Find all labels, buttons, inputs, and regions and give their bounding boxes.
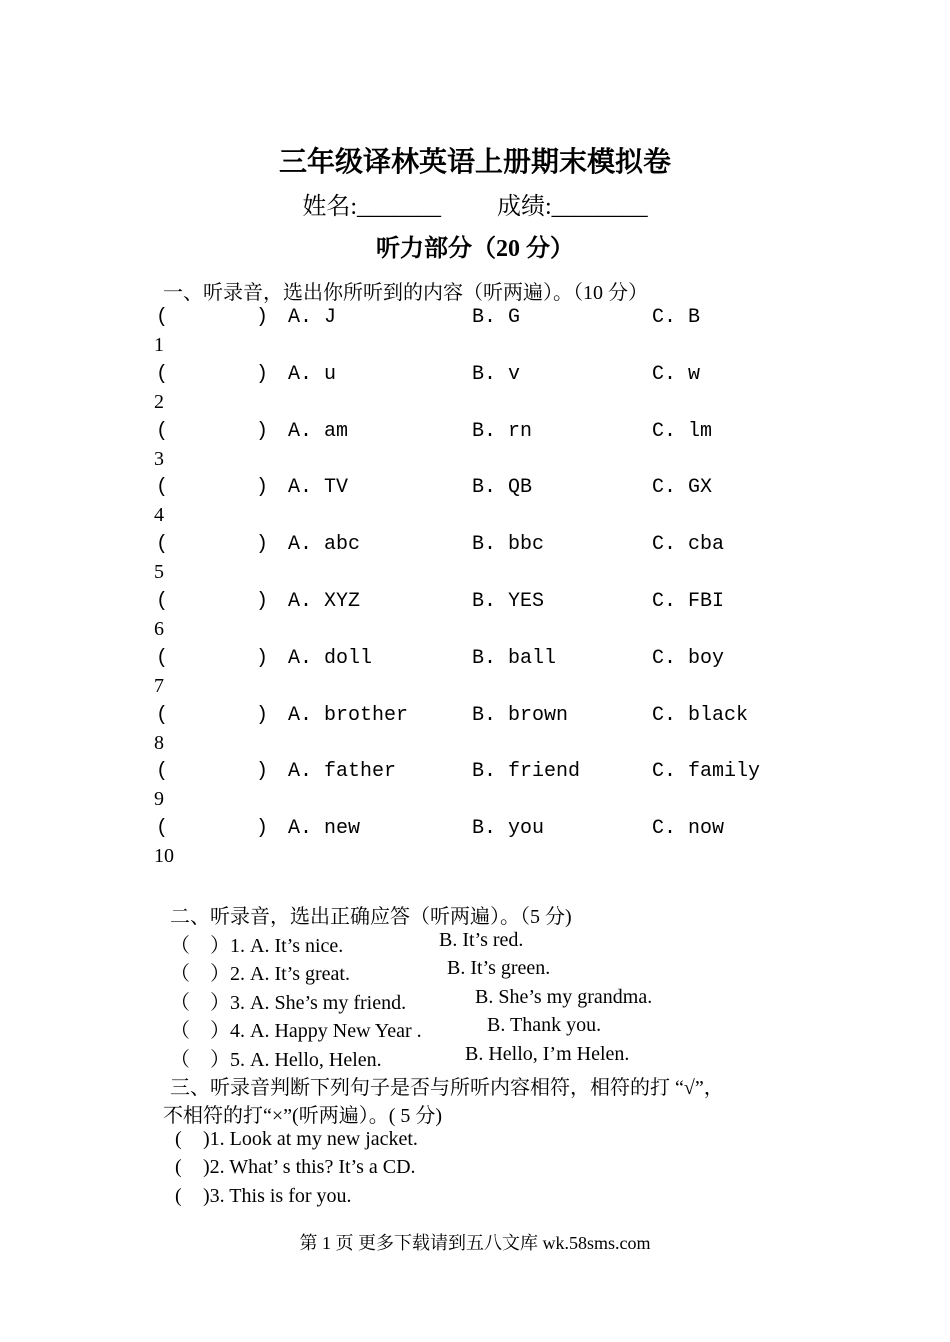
question-number: 5 bbox=[154, 561, 164, 584]
question-number: 2 bbox=[154, 390, 164, 413]
option-b: B. YES bbox=[472, 590, 545, 613]
question-with-option-a: （ ）2. A. It’s great. bbox=[170, 963, 350, 986]
option-c: C. boy bbox=[652, 646, 725, 670]
question-number: 9 bbox=[154, 788, 164, 811]
answer-paren-close: ) bbox=[256, 533, 269, 557]
question-number: 10 bbox=[154, 845, 174, 868]
option-c: C. lm bbox=[652, 419, 713, 443]
option-a: A. u bbox=[288, 362, 337, 386]
answer-paren-open[interactable]: ( bbox=[175, 1184, 182, 1207]
answer-paren-close: ) bbox=[256, 760, 269, 784]
option-c: C. black bbox=[652, 703, 749, 727]
option-a: A. new bbox=[288, 817, 361, 841]
option-b: B. ball bbox=[472, 646, 557, 670]
answer-paren-open[interactable]: ( bbox=[156, 362, 169, 386]
option-c: C. family bbox=[652, 760, 761, 784]
question-with-option-a: （ ）3. A. She’s my friend. bbox=[170, 991, 407, 1014]
part2-heading: 二、听录音，选出正确应答（听两遍）。（5 分) bbox=[170, 906, 572, 928]
option-b: B. G bbox=[472, 306, 521, 329]
answer-paren-open[interactable]: ( bbox=[156, 760, 169, 784]
answer-paren-close: ) bbox=[256, 419, 269, 443]
name-field[interactable]: 姓名:_______ bbox=[302, 194, 441, 220]
option-b: B. you bbox=[472, 817, 545, 841]
question-number: 6 bbox=[154, 618, 164, 640]
option-b: B. QB bbox=[472, 476, 533, 500]
page-footer: 第 1 页 更多下载请到五八文库 wk.58sms.com bbox=[299, 1233, 651, 1253]
statement-text: )2. What’ s this? It’s a CD. bbox=[203, 1156, 416, 1179]
option-b: B. Hello, I’m Helen. bbox=[465, 1042, 630, 1065]
option-b: B. bbc bbox=[472, 533, 545, 557]
option-a: A. doll bbox=[288, 646, 373, 670]
answer-paren-close: ) bbox=[256, 817, 269, 841]
question-with-option-a: （ ）4. A. Happy New Year . bbox=[170, 1020, 422, 1043]
answer-paren-open[interactable]: ( bbox=[156, 419, 169, 443]
part3-heading-line2: 不相符的打“×”(听两遍）。( 5 分) bbox=[163, 1105, 443, 1127]
option-b: B. Thank you. bbox=[487, 1014, 602, 1037]
option-a: A. abc bbox=[288, 533, 361, 557]
option-a: A. J bbox=[288, 306, 337, 329]
option-a: A. brother bbox=[288, 703, 409, 727]
question-number: 7 bbox=[154, 674, 164, 697]
option-a: A. am bbox=[288, 419, 349, 443]
answer-paren-close: ) bbox=[256, 703, 269, 727]
question-with-option-a: （ ）1. A. It’s nice. bbox=[170, 935, 344, 957]
answer-paren-open[interactable]: ( bbox=[175, 1156, 182, 1179]
answer-paren-open[interactable]: ( bbox=[156, 590, 169, 613]
option-c: C. B bbox=[652, 306, 701, 329]
option-c: C. now bbox=[652, 817, 725, 841]
part1-heading: 一、听录音，选出你所听到的内容（听两遍）。（10 分） bbox=[163, 282, 648, 304]
answer-paren-open[interactable]: ( bbox=[156, 476, 169, 500]
option-b: B. rn bbox=[472, 419, 533, 443]
question-number: 8 bbox=[154, 731, 164, 754]
part3-heading-line1: 三、听录音判断下列句子是否与所听内容相符，相符的打 “√”， bbox=[170, 1077, 724, 1099]
question-number: 1 bbox=[154, 334, 164, 356]
answer-paren-close: ) bbox=[256, 362, 269, 386]
option-c: C. GX bbox=[652, 476, 713, 500]
answer-paren-open[interactable]: ( bbox=[156, 646, 169, 670]
listening-section-title: 听力部分（20 分） bbox=[376, 236, 574, 262]
answer-paren-open[interactable]: ( bbox=[156, 306, 169, 329]
option-b: B. brown bbox=[472, 703, 569, 727]
option-c: C. w bbox=[652, 362, 701, 386]
question-number: 4 bbox=[154, 504, 164, 527]
option-a: A. TV bbox=[288, 476, 349, 500]
answer-paren-open[interactable]: ( bbox=[156, 817, 169, 841]
option-a: A. XYZ bbox=[288, 590, 361, 613]
statement-text: )1. Look at my new jacket. bbox=[203, 1128, 418, 1150]
option-b: B. It’s green. bbox=[447, 957, 551, 980]
answer-paren-close: ) bbox=[256, 476, 269, 500]
answer-paren-open[interactable]: ( bbox=[175, 1128, 182, 1150]
option-b: B. v bbox=[472, 362, 521, 386]
answer-paren-close: ) bbox=[256, 646, 269, 670]
answer-paren-open[interactable]: ( bbox=[156, 533, 169, 557]
option-c: C. FBI bbox=[652, 590, 725, 613]
answer-paren-close: ) bbox=[256, 590, 269, 613]
score-field[interactable]: 成绩:________ bbox=[497, 194, 648, 220]
page-title: 三年级译林英语上册期末模拟卷 bbox=[278, 147, 671, 178]
answer-paren-open[interactable]: ( bbox=[156, 703, 169, 727]
option-b: B. It’s red. bbox=[439, 929, 524, 951]
statement-text: )3. This is for you. bbox=[203, 1184, 352, 1207]
answer-paren-close: ) bbox=[256, 306, 269, 329]
option-a: A. father bbox=[288, 760, 397, 784]
option-c: C. cba bbox=[652, 533, 725, 557]
student-info-line bbox=[0, 186, 950, 221]
question-number: 3 bbox=[154, 447, 164, 470]
option-b: B. friend bbox=[472, 760, 581, 784]
question-with-option-a: （ ）5. A. Hello, Helen. bbox=[170, 1048, 382, 1071]
option-b: B. She’s my grandma. bbox=[475, 985, 653, 1008]
